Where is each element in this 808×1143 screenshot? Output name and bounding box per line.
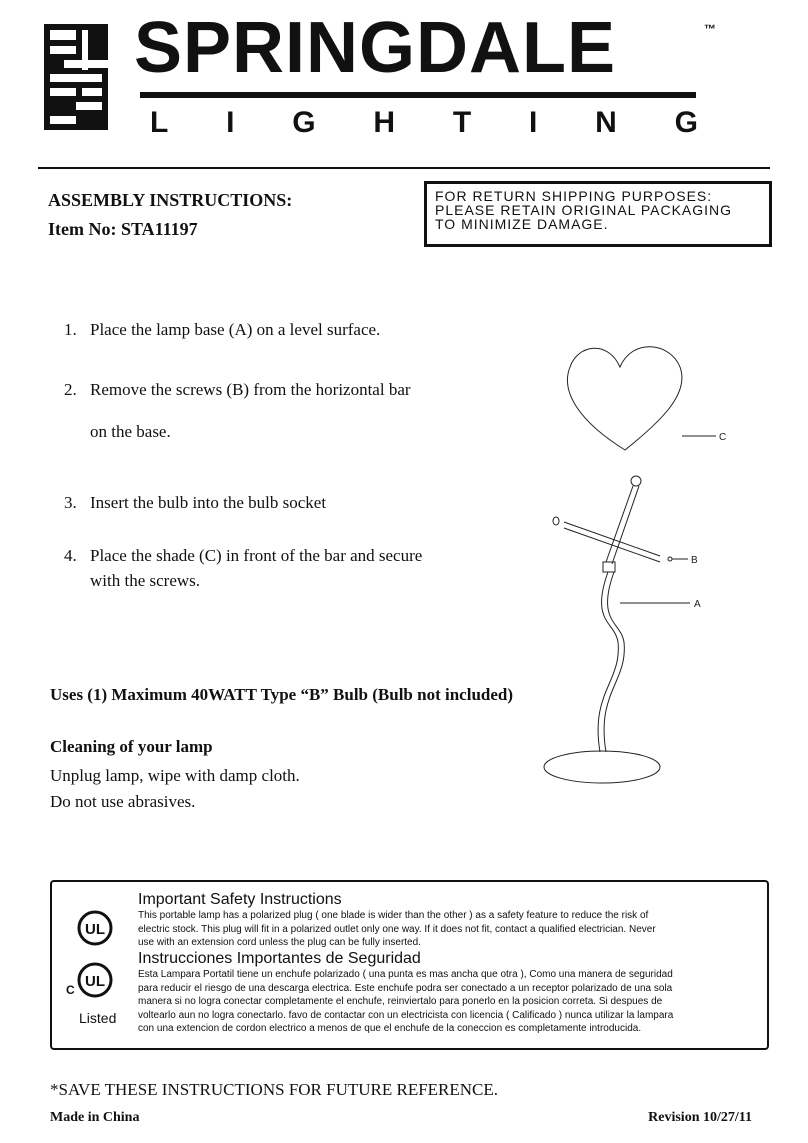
svg-text:UL: UL xyxy=(85,973,105,990)
country-of-origin: Made in China xyxy=(50,1110,140,1125)
notice-line: FOR RETURN SHIPPING PURPOSES: xyxy=(435,188,713,204)
tagline-letter: G xyxy=(292,106,316,139)
notice-line: PLEASE RETAIN ORIGINAL PACKAGING xyxy=(435,202,733,218)
label-a: A xyxy=(694,599,701,610)
safety-line: use with an extension cord unless the plug can be fully inserted. xyxy=(138,937,421,948)
safety-body-es xyxy=(138,968,758,1036)
safety-line: con una extencion de cordon electrico a menos de que el enchufe de la coneccion es completamente introducida. xyxy=(138,1023,642,1034)
step-text: Place the lamp base (A) on a level surface. xyxy=(90,320,381,339)
step-1 xyxy=(64,317,380,342)
safety-line: manera si no logra conectar completamente el enchufe, reinviertalo para ponerlo en la posicion correta. Si despues de xyxy=(138,996,663,1007)
cleaning-line: Do not use abrasives. xyxy=(50,792,196,811)
trademark-symbol: ™ xyxy=(704,22,716,36)
tagline-letter: I xyxy=(226,106,235,139)
cleaning-heading: Cleaning of your lamp xyxy=(50,737,213,756)
safety-line: voltearlo aun no logra conectarlo. favo de contactar con un electricista con licencia ( Calificado ) nunca utilizar la lampara xyxy=(138,1009,674,1021)
step-number: 3. xyxy=(64,493,77,512)
heart-shade xyxy=(567,347,681,450)
safety-line: This portable lamp has a polarized plug ( one blade is wider than the other ) as a safety feature to reduce the risk of xyxy=(138,910,649,921)
tagline-letter: I xyxy=(529,106,538,139)
save-instructions-note: *SAVE THESE INSTRUCTIONS FOR FUTURE REFERENCE. xyxy=(50,1080,499,1099)
ul-logo xyxy=(77,910,113,946)
title-line: ASSEMBLY INSTRUCTIONS: xyxy=(48,190,293,210)
step-2 xyxy=(64,377,411,444)
lamp-base xyxy=(544,751,660,783)
return-shipping-notice xyxy=(424,181,772,247)
brand-underline xyxy=(140,92,696,98)
step-text: Place the shade (C) in front of the bar and secure xyxy=(90,546,423,565)
c-mark: C xyxy=(66,983,75,997)
finial xyxy=(631,476,641,486)
step-4 xyxy=(64,543,422,593)
safety-heading-en: Important Safety Instructions xyxy=(138,891,342,908)
step-text: Insert the bulb into the bulb socket xyxy=(90,493,327,512)
label-b: B xyxy=(691,555,698,566)
cleaning-line: Unplug lamp, wipe with damp cloth. xyxy=(50,766,300,785)
step-number: 4. xyxy=(64,546,77,565)
brand-name: SPRINGDALE xyxy=(134,8,617,88)
safety-line: para reducir el riesgo de una descarga electrica. Este enchufe podra ser conectado a un receptor polarizado de una sola xyxy=(138,982,673,994)
document-title xyxy=(48,186,292,244)
notice-line: TO MINIMIZE DAMAGE. xyxy=(435,216,609,232)
lamp-stem xyxy=(598,572,618,752)
step-number: 1. xyxy=(64,320,77,339)
safety-line: electric stock. This plug will fit in a polarized outlet only one way. If it does not fit, contact a qualified electrician. Never xyxy=(138,923,656,935)
tagline-letter: G xyxy=(674,106,698,139)
step-text-continued: with the screws. xyxy=(90,571,201,590)
logo-mark xyxy=(44,24,108,130)
header-divider xyxy=(38,167,770,169)
tagline-letter: N xyxy=(595,106,617,139)
item-number: Item No: STA11197 xyxy=(48,219,198,239)
safety-line: Esta Lampara Portatil tiene un enchufe polarizado ( una punta es mas ancha que otra ), Como una manera de seguridad xyxy=(138,969,673,980)
lamp-diagram xyxy=(520,322,800,802)
step-number: 2. xyxy=(64,380,77,399)
cleaning-instructions xyxy=(50,763,300,815)
svg-text:UL: UL xyxy=(85,921,105,938)
tagline-letter: H xyxy=(373,106,396,139)
bulb-requirement: Uses (1) Maximum 40WATT Type “B” Bulb (Bulb not included) xyxy=(50,685,514,704)
step-text: Remove the screws (B) from the horizontal bar xyxy=(90,380,411,399)
safety-body-en xyxy=(138,909,758,950)
step-text-continued: on the base. xyxy=(90,422,171,441)
listed-label: Listed xyxy=(79,1010,117,1026)
brand-tagline xyxy=(150,106,698,140)
tagline-letter: L xyxy=(150,106,169,139)
safety-heading-es: Instrucciones Importantes de Seguridad xyxy=(138,950,421,967)
tagline-letter: T xyxy=(452,106,472,139)
cul-logo xyxy=(77,962,113,998)
label-c: C xyxy=(719,432,727,443)
revision-date: Revision 10/27/11 xyxy=(648,1110,752,1125)
step-3 xyxy=(64,490,326,515)
